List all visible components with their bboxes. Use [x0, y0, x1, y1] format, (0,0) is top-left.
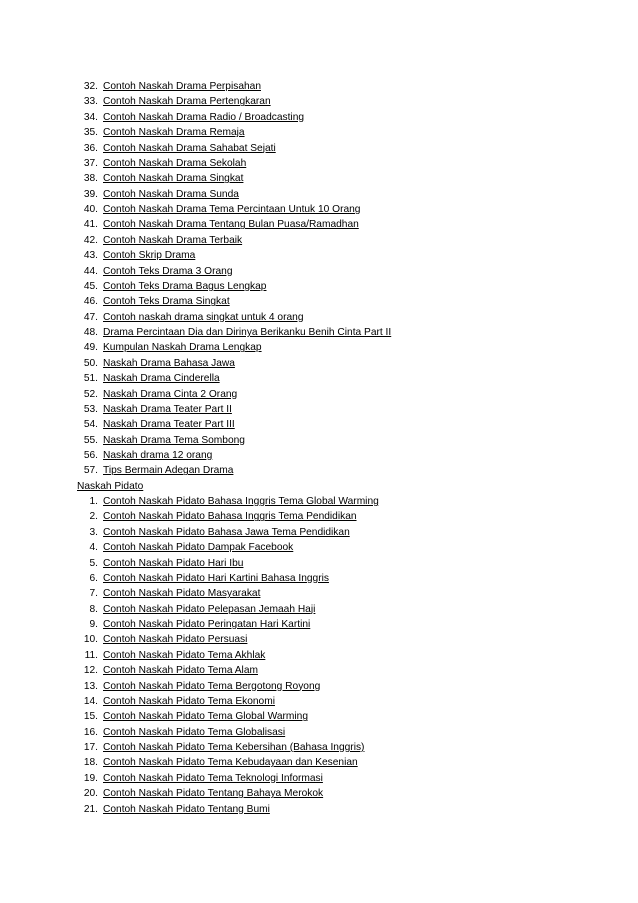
list-item-number: 35.	[83, 127, 98, 139]
drama-link-list	[0, 79, 638, 479]
list-item-number: 54.	[83, 419, 98, 431]
list-item-link[interactable]: Contoh Naskah Pidato Tema Global Warming	[103, 711, 308, 723]
list-item-link[interactable]: Contoh Naskah Pidato Persuasi	[103, 634, 248, 646]
list-item	[0, 433, 638, 448]
list-item	[0, 786, 638, 801]
list-item	[0, 725, 638, 740]
list-item-link[interactable]: Contoh Naskah Drama Sahabat Sejati	[103, 142, 276, 154]
list-item-link[interactable]: Contoh Naskah Pidato Tema Bergotong Royong	[103, 680, 321, 692]
list-item-number: 1.	[89, 496, 98, 507]
list-item-link[interactable]: Contoh Naskah Pidato Peringatan Hari Kartini	[103, 619, 311, 630]
list-item	[0, 694, 638, 709]
list-item-number: 17.	[83, 742, 98, 753]
list-item	[0, 371, 638, 386]
list-item-link[interactable]: Contoh Naskah Pidato Hari Ibu	[103, 557, 244, 569]
list-item-link[interactable]: Contoh Naskah Drama Tema Percintaan Untuk 10 Orang	[103, 204, 361, 215]
list-item-link[interactable]: Contoh Naskah Pidato Bahasa Inggris Tema Pendidikan	[103, 511, 357, 523]
section-heading-naskah-pidato[interactable]: Naskah Pidato	[77, 481, 144, 492]
list-item-link[interactable]: Contoh Skrip Drama	[103, 250, 196, 262]
list-item-link[interactable]: Naskah Drama Cinta 2 Orang	[103, 388, 238, 400]
list-item-number: 3.	[89, 526, 98, 538]
list-item-link[interactable]: Contoh Naskah Pidato Tema Teknologi Informasi	[103, 772, 323, 784]
list-item	[0, 340, 638, 355]
list-item-number: 20.	[83, 788, 98, 800]
list-item-number: 40.	[83, 204, 98, 215]
list-item-link[interactable]: Contoh Naskah Pidato Hari Kartini Bahasa Inggris	[103, 572, 329, 584]
list-item	[0, 617, 638, 632]
list-item	[0, 448, 638, 463]
list-item	[0, 217, 638, 232]
list-item-link[interactable]: Contoh naskah drama singkat untuk 4 orang	[103, 311, 304, 323]
list-item-number: 11.	[84, 649, 98, 661]
list-item-link[interactable]: Contoh Naskah Pidato Tema Globalisasi	[103, 726, 286, 738]
list-item-link[interactable]: Contoh Naskah Pidato Tema Ekonomi	[103, 695, 275, 707]
list-item	[0, 556, 638, 571]
list-item-number: 21.	[83, 803, 98, 815]
list-item	[0, 356, 638, 371]
list-item-number: 57.	[83, 465, 98, 477]
list-item-number: 36.	[83, 142, 98, 154]
list-item	[0, 663, 638, 678]
list-item-number: 2.	[89, 511, 98, 523]
list-item	[0, 94, 638, 109]
list-item-link[interactable]: Contoh Naskah Drama Perpisahan	[103, 81, 261, 92]
list-item-number: 49.	[83, 342, 98, 354]
list-item	[0, 248, 638, 263]
list-item	[0, 540, 638, 555]
list-item-link[interactable]: Contoh Naskah Pidato Bahasa Inggris Tema Global Warming	[103, 496, 379, 507]
list-item-link[interactable]: Naskah Drama Teater Part III	[103, 419, 235, 431]
list-item-link[interactable]: Drama Percintaan Dia dan Dirinya Berikanku Benih Cinta Part II	[103, 327, 392, 338]
list-item	[0, 755, 638, 770]
list-item-number: 14.	[83, 695, 98, 707]
list-item-number: 44.	[83, 265, 98, 277]
list-item	[0, 463, 638, 478]
list-item	[0, 632, 638, 647]
list-item	[0, 233, 638, 248]
list-item	[0, 709, 638, 724]
list-item	[0, 279, 638, 294]
list-item-link[interactable]: Contoh Teks Drama Singkat	[103, 296, 230, 308]
list-item-number: 56.	[83, 450, 98, 461]
list-item-number: 33.	[83, 96, 98, 108]
list-item	[0, 417, 638, 432]
list-item-number: 34.	[83, 111, 98, 123]
list-item-number: 48.	[83, 327, 98, 338]
list-item-number: 55.	[83, 434, 98, 446]
list-item-number: 8.	[89, 603, 98, 615]
list-item	[0, 679, 638, 694]
list-item	[0, 202, 638, 217]
list-item-link[interactable]: Contoh Naskah Drama Tentang Bulan Puasa/Ramadhan	[103, 219, 359, 231]
list-item	[0, 156, 638, 171]
pidato-link-list	[0, 494, 638, 817]
list-item-number: 37.	[83, 157, 98, 169]
list-item-link[interactable]: Naskah Drama Bahasa Jawa	[103, 357, 235, 369]
list-item	[0, 740, 638, 755]
list-item	[0, 79, 638, 94]
list-item	[0, 802, 638, 817]
list-item-number: 53.	[83, 403, 98, 415]
list-item	[0, 525, 638, 540]
list-item-number: 39.	[83, 188, 98, 200]
list-item-link[interactable]: Contoh Naskah Pidato Tema Kebudayaan dan Kesenian	[103, 757, 358, 769]
list-item-number: 13.	[83, 680, 98, 692]
list-item-link[interactable]: Contoh Naskah Drama Remaja	[103, 127, 245, 139]
list-item-link[interactable]: Naskah Drama Teater Part II	[103, 403, 232, 415]
list-item-link[interactable]: Contoh Teks Drama Bagus Lengkap	[103, 280, 267, 292]
list-item-link[interactable]: Contoh Naskah Drama Radio / Broadcasting	[103, 111, 305, 123]
list-item-number: 42.	[83, 234, 98, 246]
list-item-link[interactable]: Contoh Naskah Pidato Tema Kebersihan (Bahasa Inggris)	[103, 742, 365, 753]
list-item	[0, 187, 638, 202]
list-item	[0, 648, 638, 663]
list-item-number: 9.	[89, 619, 98, 630]
list-item-number: 18.	[83, 757, 98, 769]
list-item	[0, 294, 638, 309]
list-item-link[interactable]: Contoh Naskah Drama Sunda	[103, 188, 239, 200]
list-item	[0, 264, 638, 279]
list-item-number: 15.	[83, 711, 98, 723]
list-item	[0, 387, 638, 402]
list-item	[0, 171, 638, 186]
list-item-number: 4.	[89, 542, 98, 554]
list-item-link[interactable]: Contoh Naskah Drama Sekolah	[103, 157, 247, 169]
list-item-link[interactable]: Tips Bermain Adegan Drama	[103, 465, 234, 477]
list-item-link[interactable]: Contoh Naskah Pidato Masyarakat	[103, 588, 261, 600]
list-item-link[interactable]: Contoh Naskah Drama Terbaik	[103, 234, 243, 246]
list-item-link[interactable]: Naskah Drama Tema Sombong	[103, 434, 245, 446]
list-item-link[interactable]: Naskah Drama Cinderella	[103, 373, 220, 385]
list-item	[0, 125, 638, 140]
list-item-link[interactable]: Contoh Naskah Pidato Dampak Facebook	[103, 542, 294, 554]
list-item-link[interactable]: Contoh Naskah Pidato Bahasa Jawa Tema Pendidikan	[103, 526, 350, 538]
list-item	[0, 110, 638, 125]
list-item-number: 16.	[83, 726, 98, 738]
list-item	[0, 141, 638, 156]
list-item-number: 51.	[83, 373, 98, 385]
list-item	[0, 602, 638, 617]
list-item-number: 46.	[83, 296, 98, 308]
list-item	[0, 402, 638, 417]
list-item-number: 47.	[83, 311, 98, 323]
list-item-number: 32.	[83, 81, 98, 92]
list-item-link[interactable]: Kumpulan Naskah Drama Lengkap	[103, 342, 262, 354]
list-item	[0, 586, 638, 601]
list-item-number: 38.	[83, 173, 98, 185]
list-item-number: 6.	[89, 572, 98, 584]
list-item	[0, 325, 638, 340]
list-item	[0, 494, 638, 509]
list-item-link[interactable]: Contoh Naskah Drama Singkat	[103, 173, 244, 185]
list-item-link[interactable]: Naskah drama 12 orang	[103, 450, 213, 461]
list-item-number: 50.	[83, 357, 98, 369]
list-item-link[interactable]: Contoh Naskah Pidato Tema Alam	[103, 665, 258, 677]
list-item	[0, 571, 638, 586]
list-item-link[interactable]: Contoh Naskah Pidato Pelepasan Jemaah Haji	[103, 603, 316, 615]
list-item-number: 45.	[83, 280, 98, 292]
list-item-link[interactable]: Contoh Naskah Pidato Tentang Bahaya Merokok	[103, 788, 324, 800]
list-item-link[interactable]: Contoh Naskah Pidato Tema Akhlak	[103, 649, 266, 661]
list-item-number: 52.	[83, 388, 98, 400]
list-item-number: 43.	[83, 250, 98, 262]
list-item-number: 10.	[83, 634, 98, 646]
list-item-link[interactable]: Contoh Naskah Drama Pertengkaran	[103, 96, 271, 108]
list-item	[0, 310, 638, 325]
list-item-number: 7.	[89, 588, 98, 600]
list-item-number: 5.	[89, 557, 98, 569]
list-item	[0, 771, 638, 786]
list-item-number: 19.	[83, 772, 98, 784]
list-item-number: 12.	[83, 665, 98, 677]
list-item-link[interactable]: Contoh Naskah Pidato Tentang Bumi	[103, 803, 270, 815]
list-item	[0, 509, 638, 524]
list-item-link[interactable]: Contoh Teks Drama 3 Orang	[103, 265, 233, 277]
list-item-number: 41.	[83, 219, 98, 231]
